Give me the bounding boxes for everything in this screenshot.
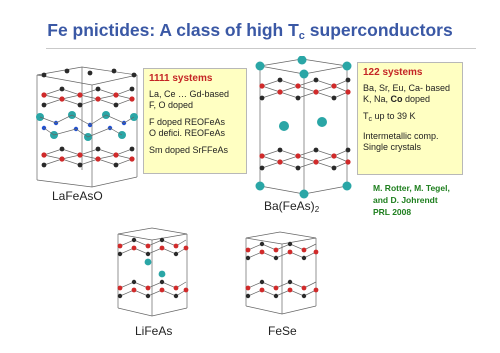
box-1111-line2: F, O doped	[149, 100, 194, 110]
box-1111-line3: F doped REOFeAs	[149, 117, 226, 127]
title-divider	[46, 48, 476, 49]
box-122-line5: Single crystals	[363, 142, 422, 152]
box-122-line2: K, Na, Co doped	[363, 94, 431, 104]
bafeas2-label: $Ba(FeAs)_2$	[264, 199, 320, 214]
box-1111-systems	[143, 68, 247, 174]
box-1111-line4: O defici. REOFeAs	[149, 128, 226, 138]
reference-citation: M. Rotter, M. Tegel, and D. Johrendt PRL 2008	[373, 183, 450, 217]
fese-crystal-structure	[240, 230, 322, 316]
box-122-heading: 122 systems	[363, 67, 423, 78]
box-122-systems	[357, 62, 463, 175]
lafeaso-crystal-structure	[32, 65, 142, 190]
lifeas-crystal-structure	[112, 226, 192, 318]
box-122-line4: Intermetallic comp.	[363, 131, 439, 141]
box-1111-line5: Sm doped SrFFeAs	[149, 145, 229, 155]
lafeaso-label: LaFeAsO	[52, 189, 103, 203]
bafeas2-crystal-structure	[252, 56, 354, 199]
box-122-tc: $T_c$ up to 39 K	[363, 111, 416, 123]
slide-title: Fe pnictides: A class of high $T_c$ superconductors	[47, 20, 453, 42]
box-1111-heading: 1111 systems	[149, 73, 213, 84]
fese-label: FeSe	[268, 324, 297, 338]
box-122-line1: Ba, Sr, Eu, Ca- based	[363, 83, 451, 93]
lifeas-label: LiFeAs	[135, 324, 173, 338]
box-1111-line1: La, Ce … Gd-based	[149, 89, 230, 99]
